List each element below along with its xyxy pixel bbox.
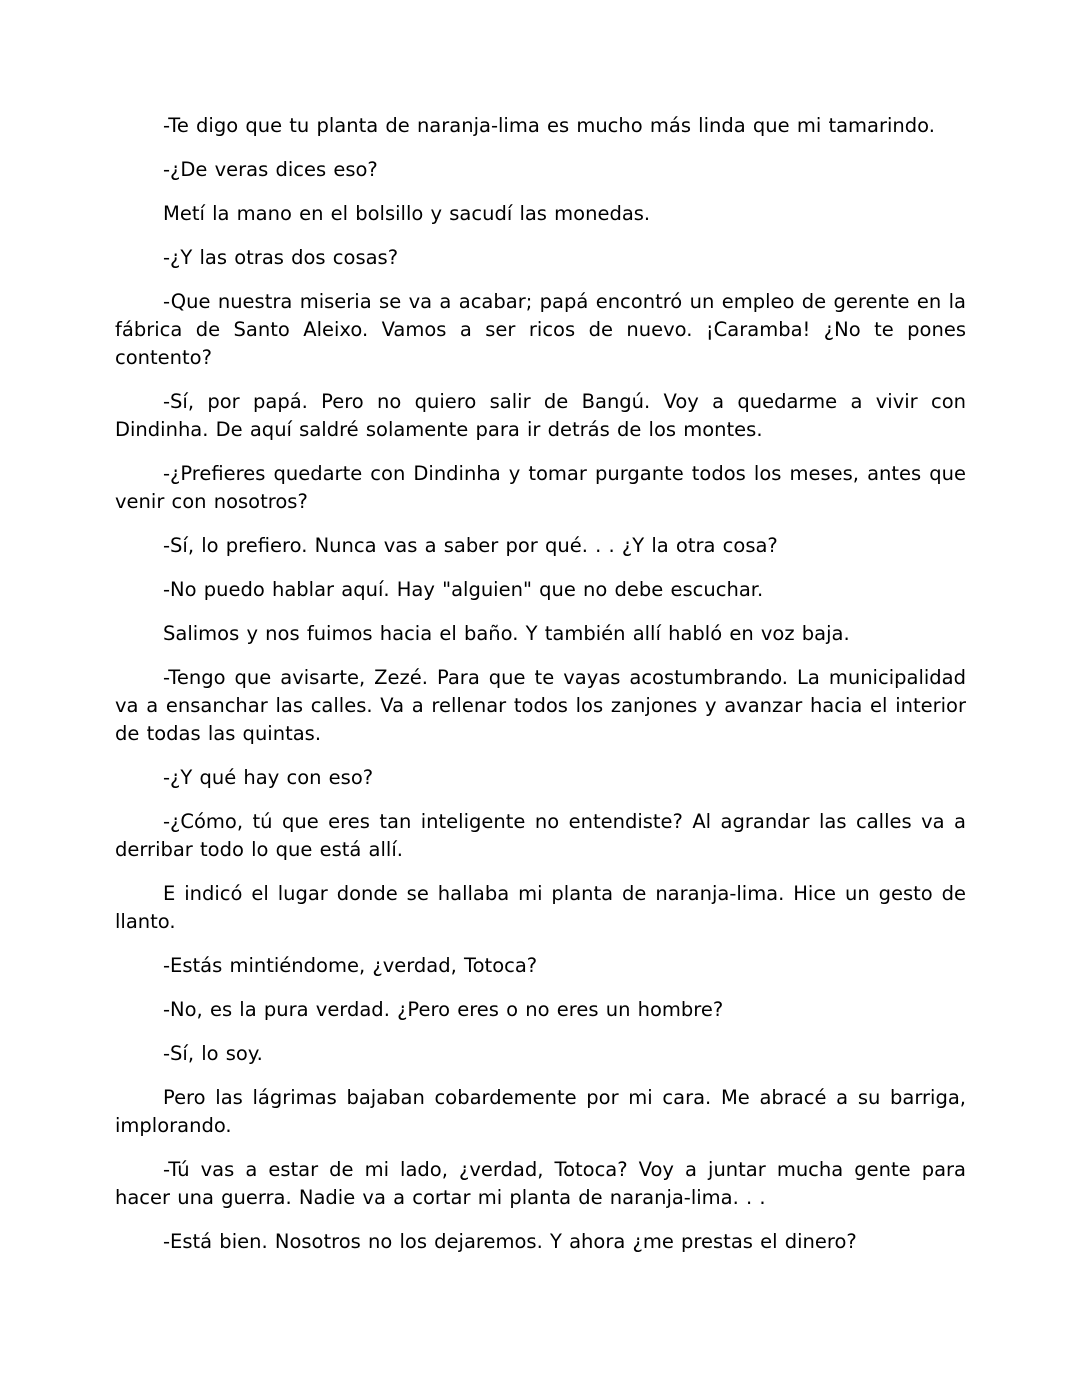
paragraph: Salimos y nos fuimos hacia el baño. Y también allí habló en voz baja. (163, 622, 850, 645)
paragraph: -No, es la pura verdad. ¿Pero eres o no eres un hombre? (163, 998, 724, 1021)
paragraph: -Sí, lo soy. (163, 1042, 263, 1065)
paragraph: -No puedo hablar aquí. Hay "alguien" que no debe escuchar. (163, 578, 764, 601)
paragraph: Metí la mano en el bolsillo y sacudí las monedas. (163, 202, 651, 225)
paragraph: Pero las lágrimas bajaban cobardemente por mi cara. Me abracé a su barriga, implorando. (115, 1086, 966, 1137)
paragraph: -¿Y qué hay con eso? (163, 766, 374, 789)
paragraph: -Está bien. Nosotros no los dejaremos. Y ahora ¿me prestas el dinero? (163, 1230, 857, 1253)
paragraph: E indicó el lugar donde se hallaba mi planta de naranja-lima. Hice un gesto de llanto. (115, 882, 966, 933)
paragraph: -¿Y las otras dos cosas? (163, 246, 399, 269)
paragraph: -¿Cómo, tú que eres tan inteligente no entendiste? Al agrandar las calles va a derribar todo lo que está allí. (115, 810, 966, 861)
paragraph: -¿De veras dices eso? (163, 158, 378, 181)
paragraph: -Te digo que tu planta de naranja-lima es mucho más linda que mi tamarindo. (163, 114, 935, 137)
paragraph: -Sí, lo prefiero. Nunca vas a saber por qué. . . ¿Y la otra cosa? (163, 534, 778, 557)
paragraph: -Tú vas a estar de mi lado, ¿verdad, Totoca? Voy a juntar mucha gente para hacer una guerra. Nadie va a cortar mi planta de naranja-lima. . . (115, 1158, 966, 1209)
paragraph: -Que nuestra miseria se va a acabar; papá encontró un empleo de gerente en la fábrica de Santo Aleixo. Vamos a ser ricos de nuevo. ¡Caramba! ¿No te pones contento? (115, 290, 966, 369)
paragraph: -Sí, por papá. Pero no quiero salir de Bangú. Voy a quedarme a vivir con Dindinha. De aquí saldré solamente para ir detrás de los montes. (115, 390, 966, 441)
paragraph: -¿Prefieres quedarte con Dindinha y tomar purgante todos los meses, antes que venir con nosotros? (115, 462, 966, 513)
paragraph: -Estás mintiéndome, ¿verdad, Totoca? (163, 954, 538, 977)
paragraph: -Tengo que avisarte, Zezé. Para que te vayas acostumbrando. La municipalidad va a ensanchar las calles. Va a rellenar todos los zanjones y avanzar hacia el interior de todas las quintas. (115, 666, 966, 745)
